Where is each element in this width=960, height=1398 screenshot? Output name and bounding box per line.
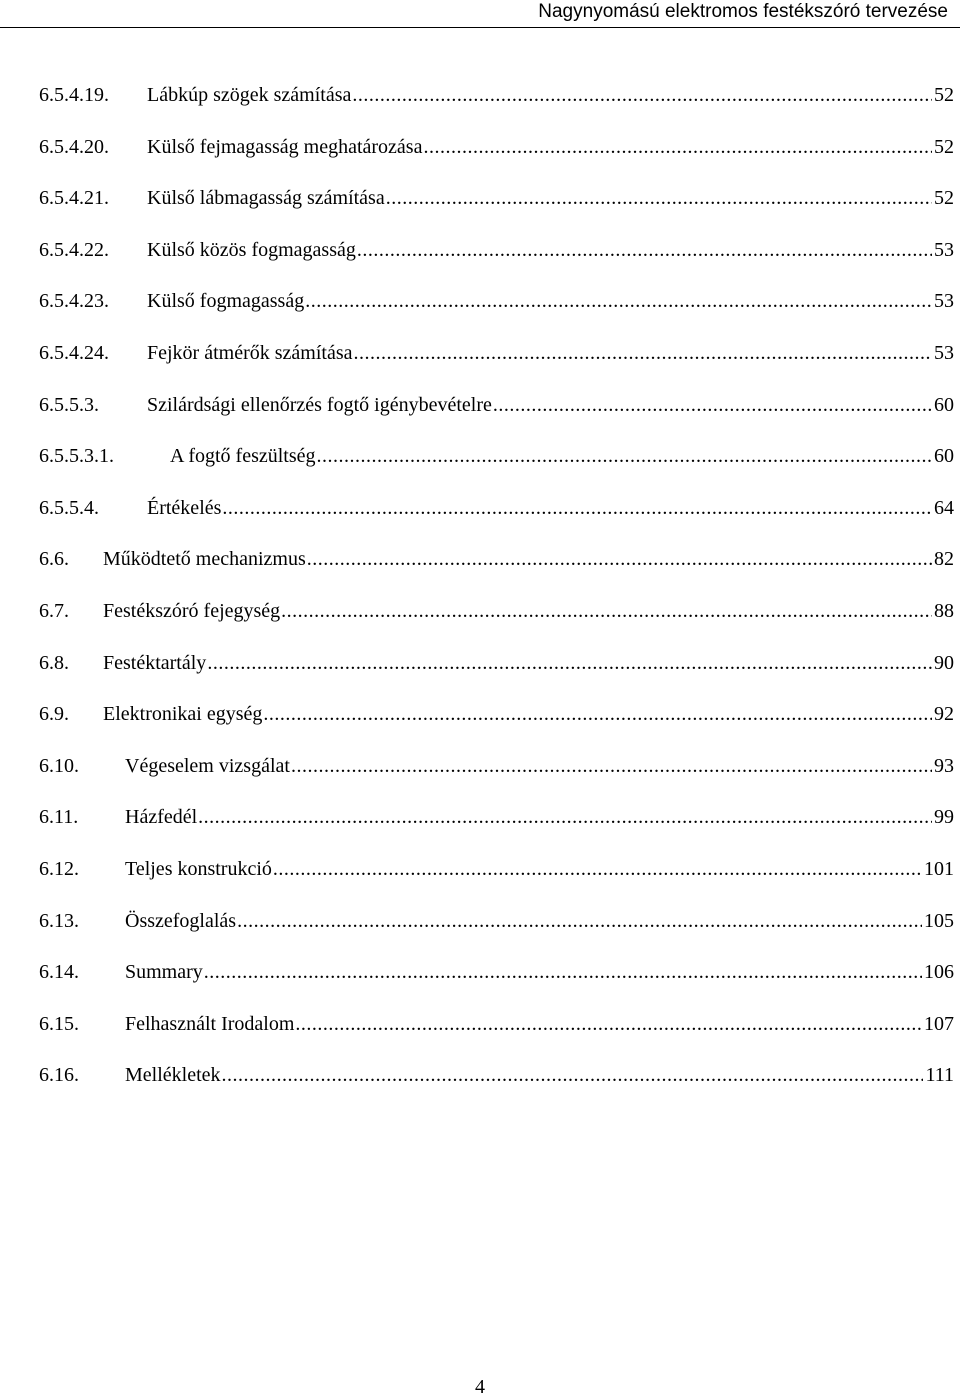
toc-dot-leader: [207, 652, 932, 675]
toc-dot-leader: [263, 703, 932, 726]
toc-entry-title: Értékelés: [147, 496, 222, 519]
toc-entry-number: 6.5.5.3.: [39, 393, 99, 416]
toc-entry-page: 64: [934, 496, 954, 519]
toc-entry-title: Összefoglalás: [125, 909, 237, 932]
toc-entry-title: Külső közös fogmagasság: [147, 238, 356, 261]
toc-entry[interactable]: [39, 445, 954, 497]
table-of-contents: [39, 84, 954, 1116]
toc-entry-page: 99: [934, 806, 954, 829]
toc-entry-page: 52: [934, 187, 954, 210]
toc-entry-title: Fejkör átmérők számítása: [147, 341, 353, 364]
toc-entry-page: 90: [934, 651, 954, 674]
toc-entry[interactable]: [39, 806, 954, 858]
toc-entry-number: 6.14.: [39, 961, 79, 984]
header-title: Nagynyomású elektromos festékszóró tervezése: [538, 1, 948, 22]
toc-entry-number: 6.5.4.24.: [39, 341, 109, 364]
toc-entry[interactable]: [39, 394, 954, 446]
toc-entry-title: Summary: [125, 961, 203, 984]
toc-dot-leader: [386, 187, 932, 210]
toc-dot-leader: [222, 1064, 924, 1087]
toc-entry-title: Működtető mechanizmus: [103, 548, 306, 571]
toc-dot-leader: [357, 239, 932, 262]
toc-entry-number: 6.5.5.3.1.: [39, 445, 114, 468]
toc-entry-title: Külső fejmagasság meghatározása: [147, 135, 423, 158]
toc-dot-leader: [273, 858, 922, 881]
toc-entry-page: 93: [934, 754, 954, 777]
toc-entry[interactable]: [39, 652, 954, 704]
toc-entry-page: 101: [924, 857, 954, 880]
toc-dot-leader: [291, 755, 932, 778]
toc-entry[interactable]: [39, 290, 954, 342]
toc-entry-title: A fogtő feszültség: [170, 445, 316, 468]
toc-entry[interactable]: [39, 187, 954, 239]
toc-entry-page: 53: [934, 341, 954, 364]
toc-entry-title: Házfedél: [125, 806, 198, 829]
toc-entry[interactable]: [39, 548, 954, 600]
toc-entry-number: 6.5.4.19.: [39, 84, 109, 106]
toc-entry-title: Szilárdsági ellenőrzés fogtő igénybevételre: [147, 393, 492, 416]
toc-dot-leader: [317, 445, 932, 468]
toc-entry-title: Festékszóró fejegység: [103, 599, 281, 622]
toc-entry-title: Külső fogmagasság: [147, 290, 305, 313]
toc-dot-leader: [307, 548, 932, 571]
toc-entry[interactable]: [39, 961, 954, 1013]
toc-entry-page: 107: [924, 1012, 954, 1035]
toc-entry[interactable]: [39, 703, 954, 755]
toc-entry-number: 6.16.: [39, 1064, 79, 1087]
toc-entry-title: Lábkúp szögek számítása: [147, 84, 352, 106]
toc-entry-title: Elektronikai egység: [103, 703, 263, 726]
toc-entry[interactable]: [39, 84, 954, 136]
page-number: 4: [475, 1376, 485, 1398]
toc-entry-page: 52: [934, 135, 954, 158]
toc-entry[interactable]: [39, 1013, 954, 1065]
toc-entry[interactable]: [39, 136, 954, 188]
toc-entry-number: 6.5.4.23.: [39, 290, 109, 313]
toc-entry-page: 60: [934, 445, 954, 468]
toc-entry-page: 92: [934, 703, 954, 726]
toc-dot-leader: [295, 1013, 922, 1036]
toc-entry-title: Festéktartály: [103, 651, 207, 674]
toc-entry[interactable]: [39, 342, 954, 394]
toc-dot-leader: [222, 497, 932, 520]
toc-dot-leader: [281, 600, 932, 623]
toc-dot-leader: [423, 136, 932, 159]
toc-entry[interactable]: [39, 755, 954, 807]
toc-entry-number: 6.5.4.22.: [39, 238, 109, 261]
toc-entry-number: 6.12.: [39, 857, 79, 880]
toc-entry-page: 106: [924, 961, 954, 984]
page-header: [0, 0, 960, 28]
toc-entry-page: 88: [934, 599, 954, 622]
toc-entry-page: 111: [925, 1064, 954, 1087]
toc-entry-page: 52: [934, 84, 954, 106]
toc-dot-leader: [354, 342, 933, 365]
toc-entry[interactable]: [39, 910, 954, 962]
toc-entry-title: Teljes konstrukció: [125, 857, 272, 880]
toc-entry-number: 6.8.: [39, 651, 69, 674]
toc-entry-page: 105: [924, 909, 954, 932]
toc-dot-leader: [305, 290, 932, 313]
toc-entry-number: 6.9.: [39, 703, 69, 726]
toc-entry-number: 6.5.4.21.: [39, 187, 109, 210]
toc-entry-number: 6.13.: [39, 909, 79, 932]
toc-entry-page: 82: [934, 548, 954, 571]
toc-dot-leader: [204, 961, 922, 984]
toc-entry[interactable]: [39, 1064, 954, 1116]
toc-entry-number: 6.7.: [39, 599, 69, 622]
toc-dot-leader: [352, 84, 932, 107]
toc-entry-title: Felhasznált Irodalom: [125, 1012, 295, 1035]
toc-entry-number: 6.5.4.20.: [39, 135, 109, 158]
toc-entry-title: Mellékletek: [125, 1064, 221, 1087]
toc-entry-page: 60: [934, 393, 954, 416]
toc-entry-number: 6.15.: [39, 1012, 79, 1035]
toc-entry-page: 53: [934, 238, 954, 261]
toc-dot-leader: [493, 394, 932, 417]
toc-entry-number: 6.6.: [39, 548, 69, 571]
toc-entry-title: Végeselem vizsgálat: [125, 754, 290, 777]
toc-entry[interactable]: [39, 239, 954, 291]
toc-dot-leader: [237, 910, 922, 933]
toc-entry[interactable]: [39, 600, 954, 652]
toc-entry-page: 53: [934, 290, 954, 313]
toc-entry-number: 6.5.5.4.: [39, 496, 99, 519]
header-rule: [0, 27, 960, 28]
toc-entry-title: Külső lábmagasság számítása: [147, 187, 385, 210]
toc-entry[interactable]: [39, 497, 954, 549]
toc-entry[interactable]: [39, 858, 954, 910]
toc-entry-number: 6.10.: [39, 754, 79, 777]
toc-entry-number: 6.11.: [39, 806, 79, 829]
toc-dot-leader: [198, 806, 932, 829]
